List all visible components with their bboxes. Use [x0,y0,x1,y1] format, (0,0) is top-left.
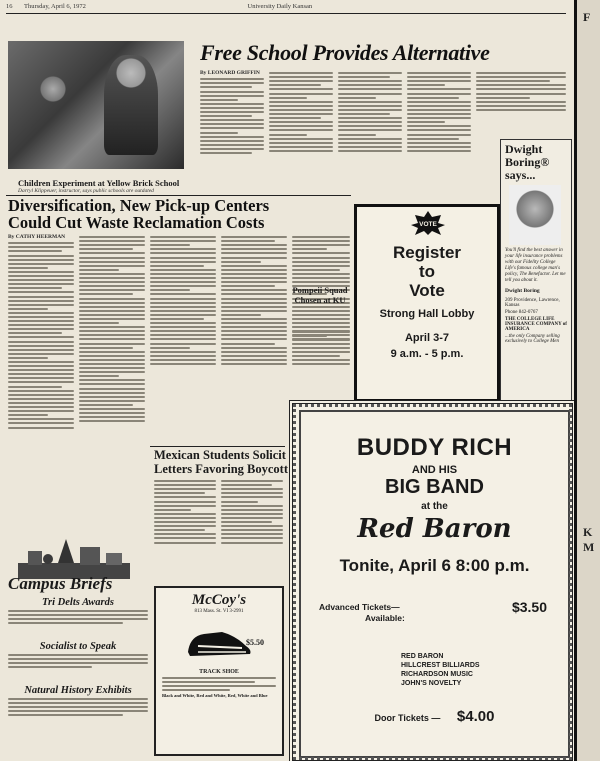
vote-badge-icon [411,211,445,235]
advance-available: Available: [365,613,405,623]
dwight-address: 209 Providence, Lawrence, Kansas [505,298,560,308]
folio-page: 16 [6,3,13,10]
vote-line-to: to [418,262,436,281]
brief-tri-delts-title: Tri Delts Awards [42,597,114,608]
vote-dates: April 3-7 [404,332,449,344]
vote-location: Strong Hall Lobby [379,308,475,320]
diversification-col-3 [150,234,216,444]
vote-text [357,243,497,360]
free-school-headline: Free School Provides Alternative [200,40,490,65]
buddy-date-time: Tonite, April 6 8:00 p.m. [339,556,530,575]
folio-paper: University Daily Kansan [247,3,313,10]
photo-subcaption: Darryl Klippeuer, instructor, says public schools are outdated [18,188,154,194]
folio-line [6,3,566,12]
track-shoe-icon [184,622,254,662]
mccoys-price: $5.50 [246,638,264,647]
diversification-col-1 [8,234,74,519]
vote-line-register: Register [392,243,462,262]
outlet-item: RED BARON [401,653,444,660]
mccoys-logo: McCoy's [191,592,247,608]
advance-tickets [319,599,569,624]
photo-figure-child [104,55,158,155]
buddy-artist: BUDDY RICH [356,434,513,461]
vote-line-vote: Vote [409,281,445,300]
diversification-headline: Diversification, New Pick-up Centers Could Cut Waste Reclamation Costs [8,196,270,232]
dwight-title: Dwight Boring® says... [505,142,550,182]
free-school-col-5 [476,70,566,136]
diversification-col-2 [79,234,145,519]
door-label: Door Tickets — [374,713,441,723]
photo-caption: Children Experiment at Yellow Brick School [18,178,180,188]
folio-date: Thursday, April 6, 1972 [24,3,86,10]
ticket-outlets [401,652,480,688]
door-price: $4.00 [456,708,495,725]
free-school-col-2 [269,70,333,198]
pompeii-col [292,308,350,396]
free-school-col-3 [338,70,402,198]
dwight-boring-ad [500,139,572,421]
yellow-brick-photo [8,41,184,169]
photo-figure-left [28,71,78,131]
top-rule [6,13,566,14]
buddy-venue: Red Baron [357,514,512,544]
text-block [200,78,264,154]
campus-briefs-title: Campus Briefs [8,574,113,593]
free-school-byline: By LEONARD GRIFFIN [200,70,260,76]
buddy-at-the: at the [421,501,448,512]
advance-label: Advanced Tickets— [319,602,400,612]
mexican-headline: Mexican Students Solicit Letters Favoring Boycott [154,448,288,476]
register-to-vote-ad [354,204,500,402]
diversification-byline: By CATHY HEERMAN [8,234,66,240]
pompeii-headline: Pompeii Squad Chosen at KU [292,285,348,305]
vote-badge-text: VOTE [419,221,437,228]
buddy-band: BIG BAND [385,476,484,498]
outlet-item: HILLCREST BILLIARDS [401,662,480,669]
mccoys-address: 813 Mass. St. VI 3-2991 [194,609,244,614]
mccoys-product: TRACK SHOE [199,669,239,675]
dwight-agent-name: Dwight Boring [505,288,540,294]
dwight-tagline: ...the only Company selling exclusively to College Men [505,334,560,344]
outlet-item: RICHARDSON MUSIC [401,671,473,678]
campus-skyline-illustration [18,533,130,579]
advance-price: $3.50 [511,599,547,615]
door-tickets [301,708,568,725]
diversification-col-4 [221,234,287,444]
mccoys-shoe-ad [154,586,284,756]
outlet-item: JOHN'S NOVELTY [401,680,462,687]
dwight-phone: Phone 842-0767 [505,310,538,315]
dwight-quote: You'll find the best answer in your life insurance problems with our Fidelity College Life's famous college man's policy, The Benefactor. Let me tell you about it. [505,248,566,283]
campus-briefs [8,574,148,736]
brief-socialist-title: Socialist to Speak [39,641,117,652]
buddy-and-his: AND HIS [411,464,458,476]
mccoys-colors: Black and White, Red and White, Red, White and Blue [162,693,268,699]
brief-natural-history-title: Natural History Exhibits [24,685,132,696]
free-school-col-4 [407,70,471,198]
adjacent-page-edge: F K M [574,0,600,761]
vote-hours: 9 a.m. - 5 p.m. [390,348,464,360]
dwight-company: THE COLLEGE LIFE INSURANCE COMPANY of AMERICA [505,317,567,332]
mexican-col-2 [221,478,283,582]
dwight-portrait [509,185,561,245]
buddy-rich-ad [289,400,574,761]
free-school-col-1 [200,70,264,198]
mexican-col-1 [154,478,216,582]
